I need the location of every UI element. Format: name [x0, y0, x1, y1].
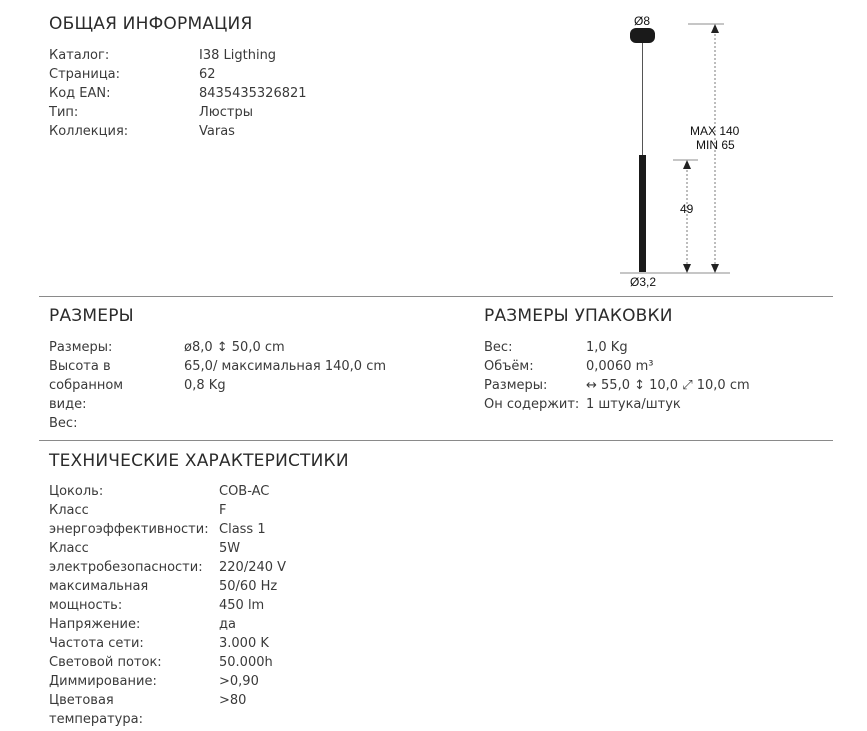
- label-max-power-1: максимальная: [49, 579, 149, 594]
- value-package-dimensions: ↔ 55,0 ↕ 10,0 ⤢ 10,0 cm: [586, 378, 750, 393]
- label-color-temp-1: Цветовая: [49, 693, 114, 708]
- canopy-shape: [630, 28, 655, 43]
- label-energy-class-2: энергоэффективности:: [49, 522, 209, 537]
- value-luminous-flux: 450 lm: [219, 598, 265, 613]
- value-weight: 0,8 Kg: [184, 378, 226, 393]
- max-height-label: MAX 140: [690, 124, 740, 138]
- label-ean: Код EAN:: [49, 86, 111, 101]
- label-color-temp-2: температура:: [49, 712, 143, 727]
- label-luminous-flux: Световой поток:: [49, 655, 162, 670]
- label-package-dimensions: Размеры:: [484, 378, 548, 393]
- value-energy-class: F: [219, 503, 227, 518]
- label-voltage: Напряжение:: [49, 617, 141, 632]
- label-type: Тип:: [49, 105, 79, 120]
- sizes-labels: [49, 338, 123, 433]
- value-type: Люстры: [199, 105, 253, 120]
- value-voltage: 220/240 V: [219, 560, 287, 575]
- body-dim-arrow-bottom: [683, 264, 691, 273]
- label-safety-class-2: электробезопасности:: [49, 560, 203, 575]
- value-catalog: I38 Ligthing: [199, 48, 277, 63]
- sizes-values: [184, 338, 386, 395]
- label-package-contents: Он содержит:: [484, 397, 580, 412]
- label-height-3: виде:: [49, 397, 87, 412]
- tech-values: [219, 482, 286, 710]
- sizes-section-title: РАЗМЕРЫ: [49, 306, 134, 326]
- top-diameter-label: Ø8: [634, 14, 651, 28]
- value-socket: COB-AC: [219, 484, 270, 499]
- package-values: [586, 338, 750, 414]
- value-package-weight: 1,0 Kg: [586, 340, 628, 355]
- value-collection: Varas: [199, 124, 235, 139]
- value-package-contents: 1 штука/штук: [586, 397, 681, 412]
- total-dim-arrow-bottom: [711, 264, 719, 273]
- value-height: 65,0/ максимальная 140,0 cm: [184, 359, 387, 374]
- lamp-drawing: [0, 0, 867, 300]
- label-collection: Коллекция:: [49, 124, 129, 139]
- label-page: Страница:: [49, 67, 121, 82]
- label-energy-class-1: Класс: [49, 503, 89, 518]
- label-safety-class-1: Класс: [49, 541, 89, 556]
- general-section-title: ОБЩАЯ ИНФОРМАЦИЯ: [49, 14, 253, 34]
- divider-2: [39, 440, 833, 441]
- package-section-title: РАЗМЕРЫ УПАКОВКИ: [484, 306, 673, 326]
- tube-body: [639, 155, 646, 272]
- tech-labels: [49, 482, 209, 729]
- value-ean: 8435435326821: [199, 86, 307, 101]
- package-labels: [484, 338, 579, 414]
- value-cri: >80: [219, 693, 247, 708]
- label-package-weight: Вес:: [484, 340, 513, 355]
- value-dimming: да: [219, 617, 236, 632]
- label-frequency: Частота сети:: [49, 636, 144, 651]
- label-catalog: Каталог:: [49, 48, 110, 63]
- value-dimensions: ø8,0 ↕ 50,0 cm: [184, 340, 285, 355]
- label-socket: Цоколь:: [49, 484, 104, 499]
- value-page: 62: [199, 67, 216, 82]
- bottom-diameter-label: Ø3,2: [630, 275, 657, 289]
- label-max-power-2: мощность:: [49, 598, 123, 613]
- label-package-volume: Объём:: [484, 359, 534, 374]
- label-weight: Вес:: [49, 416, 78, 431]
- label-dimming: Диммирование:: [49, 674, 157, 689]
- label-height-1: Высота в: [49, 359, 111, 374]
- value-power-factor: >0,90: [219, 674, 259, 689]
- body-dim-arrow-top: [683, 160, 691, 169]
- min-height-label: MIN 65: [696, 138, 735, 152]
- value-frequency: 50/60 Hz: [219, 579, 278, 594]
- value-package-volume: 0,0060 m³: [586, 359, 654, 374]
- divider-1: [39, 296, 833, 297]
- label-height-2: собранном: [49, 378, 124, 393]
- body-length-label: 49: [680, 202, 694, 216]
- label-dimensions: Размеры:: [49, 340, 113, 355]
- total-dim-arrow-top: [711, 24, 719, 33]
- tech-section-title: ТЕХНИЧЕСКИЕ ХАРАКТЕРИСТИКИ: [49, 451, 349, 471]
- value-safety-class: Class 1: [219, 522, 266, 537]
- value-color-temp: 3.000 K: [219, 636, 269, 651]
- value-max-power: 5W: [219, 541, 241, 556]
- value-lifetime: 50.000h: [219, 655, 273, 670]
